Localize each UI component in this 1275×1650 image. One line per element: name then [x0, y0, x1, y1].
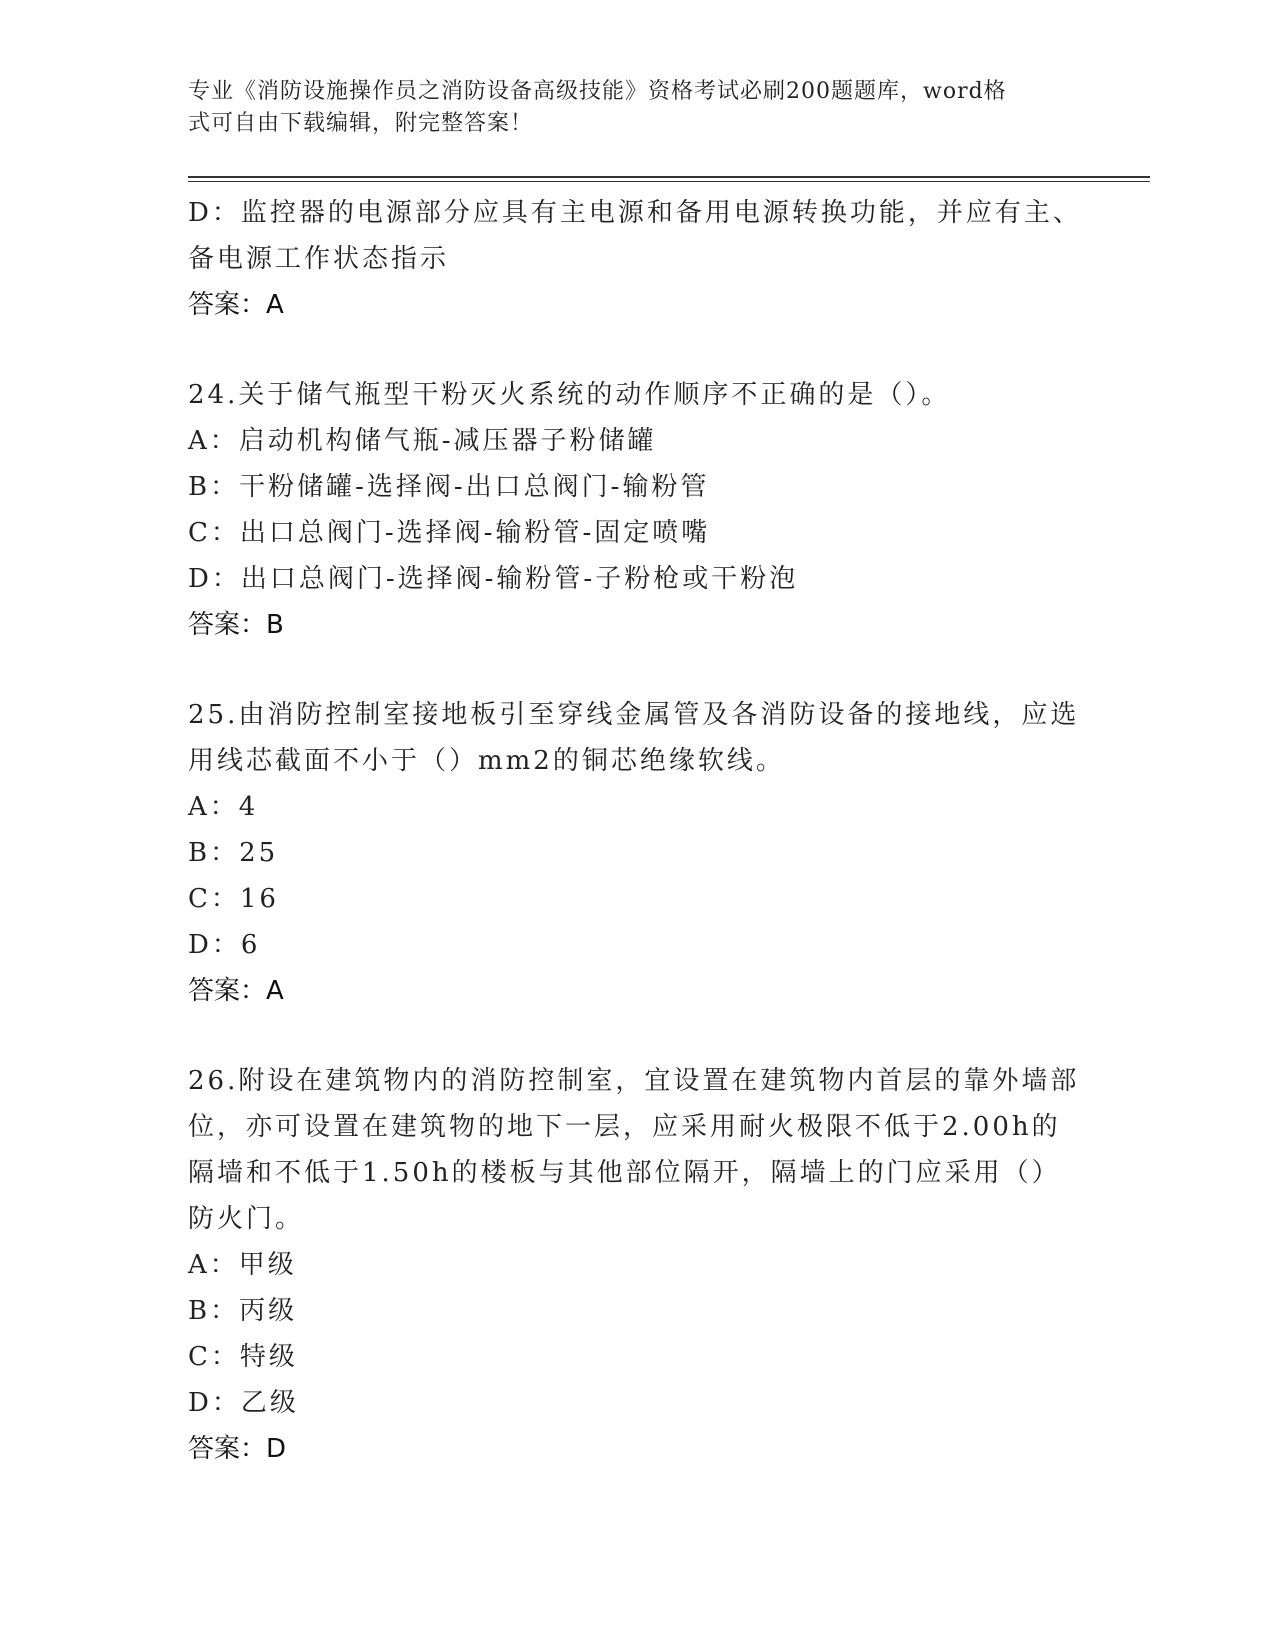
question-stem-line-4: 防火门。	[188, 1204, 305, 1234]
header-line-1: 专业《消防设施操作员之消防设备高级技能》资格考试必刷200题题库，word格	[188, 79, 1007, 104]
question-stem: 24.关于储气瓶型干粉灭火系统的动作顺序不正确的是（）。	[188, 380, 951, 410]
spacer	[188, 648, 1088, 692]
question-25	[188, 692, 1088, 1014]
header-line-2: 式可自由下载编辑，附完整答案！	[188, 111, 534, 136]
spacer	[188, 1014, 1088, 1058]
document-header	[188, 76, 1068, 140]
option-d: D：乙级	[188, 1388, 299, 1418]
question-stem-line-1: 26.附设在建筑物内的消防控制室，宜设置在建筑物内首层的靠外墙部	[188, 1066, 1080, 1096]
option-a: A：4	[188, 792, 259, 822]
header-divider-thick	[188, 176, 1150, 178]
answer-26: 答案：D	[188, 1434, 287, 1464]
option-b: B：25	[188, 838, 279, 868]
option-c: C：出口总阀门-选择阀-输粉管-固定喷嘴	[188, 518, 711, 548]
header-divider-thin	[188, 181, 1150, 182]
option-d: D：出口总阀门-选择阀-输粉管-子粉枪或干粉泡	[188, 564, 799, 594]
option-c: C：16	[188, 884, 279, 914]
question-stem-line-2: 位，亦可设置在建筑物的地下一层，应采用耐火极限不低于2.00h的	[188, 1112, 1061, 1142]
option-a: A：启动机构储气瓶-减压器子粉储罐	[188, 426, 657, 456]
answer-23: 答案：A	[188, 290, 284, 320]
option-b: B：干粉储罐-选择阀-出口总阀门-输粉管	[188, 472, 710, 502]
question-23-tail	[188, 190, 1088, 328]
option-b: B：丙级	[188, 1296, 298, 1326]
answer-24: 答案：B	[188, 610, 284, 640]
question-stem-line-1: 25.由消防控制室接地板引至穿线金属管及各消防设备的接地线，应选	[188, 700, 1080, 730]
option-d: D：6	[188, 930, 261, 960]
option-a: A：甲级	[188, 1250, 297, 1280]
question-stem-line-2: 用线芯截面不小于（）mm2的铜芯绝缘软线。	[188, 746, 785, 776]
question-content	[188, 190, 1088, 1472]
question-24	[188, 372, 1088, 648]
spacer	[188, 328, 1088, 372]
option-d-line-1: D：监控器的电源部分应具有主电源和备用电源转换功能，并应有主、	[188, 198, 1082, 228]
answer-25: 答案：A	[188, 976, 284, 1006]
question-stem-line-3: 隔墙和不低于1.50h的楼板与其他部位隔开，隔墙上的门应采用（）	[188, 1158, 1061, 1188]
question-26	[188, 1058, 1088, 1472]
option-c: C：特级	[188, 1342, 298, 1372]
option-d-line-2: 备电源工作状态指示	[188, 244, 450, 274]
